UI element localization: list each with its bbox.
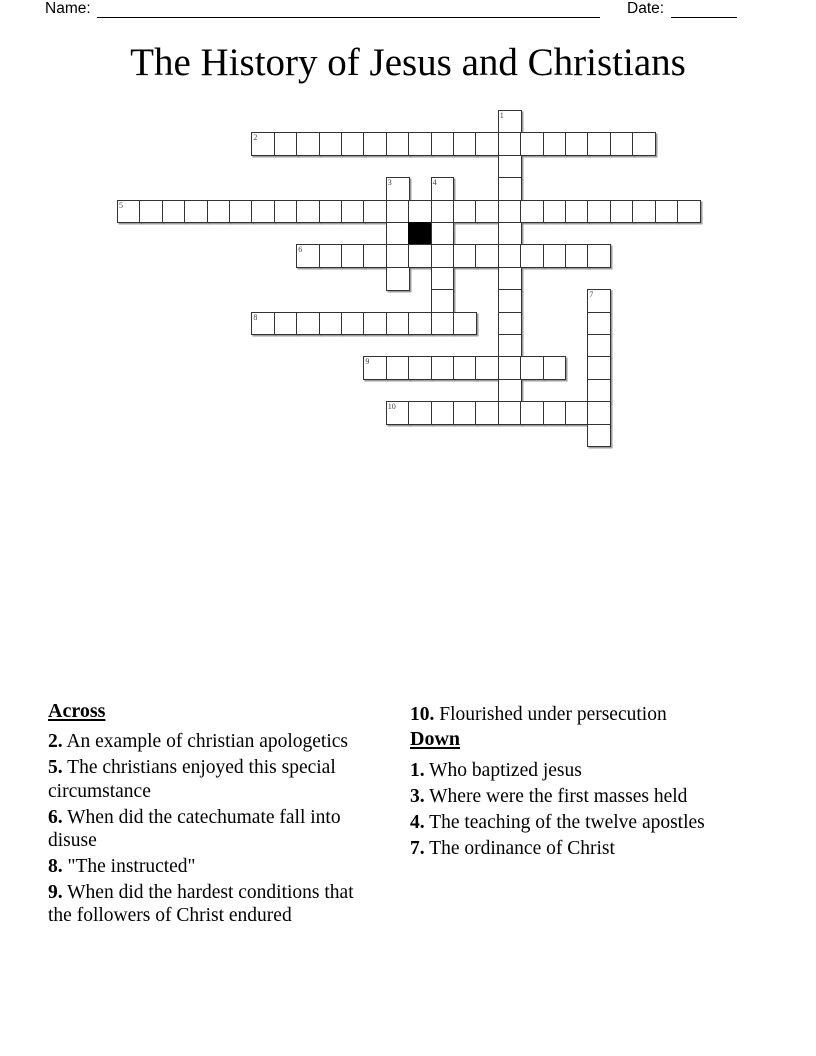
grid-cell[interactable] [162, 200, 186, 224]
grid-cell[interactable] [498, 401, 522, 425]
grid-cell[interactable] [363, 200, 387, 224]
grid-cell[interactable] [498, 155, 522, 179]
across-heading: Across [48, 700, 106, 722]
date-label: Date: [627, 0, 665, 17]
grid-cell[interactable] [386, 267, 410, 291]
grid-cell[interactable] [475, 244, 499, 268]
grid-cell[interactable] [587, 200, 611, 224]
grid-cell[interactable] [498, 177, 522, 201]
grid-cell[interactable] [431, 177, 455, 201]
clue-number: 6 [298, 245, 303, 255]
grid-cell[interactable] [431, 132, 455, 156]
grid-cell[interactable] [296, 132, 320, 156]
worksheet-title: The History of Jesus and Christians [130, 41, 686, 84]
date-line[interactable] [671, 0, 737, 18]
grid-cell[interactable] [408, 401, 432, 425]
grid-cell[interactable] [386, 132, 410, 156]
grid-cell[interactable] [431, 244, 455, 268]
grid-cell[interactable] [431, 222, 455, 246]
grid-cell[interactable] [274, 132, 298, 156]
grid-cell[interactable] [341, 312, 365, 336]
grid-cell[interactable] [565, 132, 589, 156]
clue-number: 1 [499, 111, 504, 120]
grid-cell[interactable] [543, 244, 567, 268]
grid-cell[interactable] [341, 200, 365, 224]
grid-cell[interactable] [543, 356, 567, 380]
grid-cell[interactable] [431, 289, 455, 313]
grid-cell[interactable] [251, 312, 275, 336]
down-heading: Down [410, 728, 461, 751]
grid-cell[interactable] [408, 356, 432, 380]
grid-cell[interactable] [543, 132, 567, 156]
grid-cell[interactable] [520, 200, 544, 224]
grid-cell[interactable] [498, 379, 522, 403]
grid-cell[interactable] [363, 244, 387, 268]
clue-number: 10 [387, 402, 396, 412]
grid-cell[interactable] [274, 200, 298, 224]
grid-cell[interactable] [386, 200, 410, 224]
grid-cell[interactable] [587, 132, 611, 156]
grid-cell[interactable] [565, 401, 589, 425]
grid-cell[interactable] [632, 200, 656, 224]
grid-cell[interactable] [431, 267, 455, 291]
grid-cell[interactable] [386, 222, 410, 246]
grid-cell[interactable] [251, 200, 275, 224]
grid-cell[interactable] [520, 244, 544, 268]
clue-number: 5 [119, 200, 123, 210]
grid-cell[interactable] [587, 401, 611, 425]
clue-across-6: 6. When did the catechumate fall into disuse [48, 806, 341, 852]
grid-cell[interactable] [386, 312, 410, 336]
grid-cell[interactable] [251, 132, 275, 156]
grid-cell[interactable] [610, 200, 634, 224]
grid-cell[interactable] [520, 356, 544, 380]
clue-down-3: 3. Where were the first masses held [410, 785, 688, 807]
grid-cell[interactable] [498, 200, 522, 224]
grid-cell[interactable] [431, 401, 455, 425]
grid-cell[interactable] [386, 401, 410, 425]
clue-down-1: 1. Who baptized jesus [410, 759, 582, 781]
grid-cell[interactable] [565, 244, 589, 268]
clue-across-8: 8. "The instructed" [48, 855, 196, 877]
grid-cell[interactable] [408, 244, 432, 268]
grid-cell[interactable] [319, 200, 343, 224]
clue-across-9: 9. When did the hardest conditions that the followers of Christ endured [48, 881, 354, 927]
grid-cell[interactable] [498, 267, 522, 291]
name-line[interactable] [97, 0, 600, 18]
grid-cell[interactable] [184, 200, 208, 224]
grid-cell[interactable] [431, 200, 455, 224]
grid-cell[interactable] [386, 177, 410, 201]
clue-number: 8 [253, 312, 258, 322]
grid-cell[interactable] [139, 200, 163, 224]
grid-cell[interactable] [587, 379, 611, 403]
grid-cell[interactable] [565, 200, 589, 224]
grid-cell[interactable] [498, 132, 522, 156]
name-label: Name: [45, 0, 91, 17]
grid-cell[interactable] [207, 200, 231, 224]
clue-number: 4 [432, 178, 437, 188]
grid-cell[interactable] [543, 200, 567, 224]
grid-cell[interactable] [453, 200, 477, 224]
grid-cell[interactable] [341, 132, 365, 156]
grid-cell[interactable] [498, 312, 522, 336]
grid-cell[interactable] [587, 244, 611, 268]
clue-down-4: 4. The teaching of the twelve apostles [410, 811, 705, 833]
grid-cell[interactable] [520, 401, 544, 425]
grid-cell[interactable] [117, 200, 141, 224]
grid-cell[interactable] [475, 132, 499, 156]
clue-across-2: 2. An example of christian apologetics [48, 731, 349, 753]
grid-cell[interactable] [587, 312, 611, 336]
grid-cell[interactable] [386, 356, 410, 380]
grid-cell[interactable] [498, 244, 522, 268]
grid-cell[interactable] [587, 424, 611, 448]
grid-cell[interactable] [498, 356, 522, 380]
grid-cell[interactable] [363, 312, 387, 336]
grid-cell[interactable] [431, 356, 455, 380]
grid-cell[interactable] [587, 334, 611, 358]
grid-cell[interactable] [475, 356, 499, 380]
clue-number: 3 [387, 178, 392, 188]
clue-number: 2 [253, 133, 258, 143]
grid-cell[interactable] [229, 200, 253, 224]
clue-number: 9 [365, 357, 370, 367]
grid-cell[interactable] [453, 244, 477, 268]
grid-cell[interactable] [498, 289, 522, 313]
grid-cell[interactable] [587, 356, 611, 380]
grid-cell[interactable] [319, 312, 343, 336]
grid-cell[interactable] [408, 200, 432, 224]
grid-cell[interactable] [498, 110, 522, 134]
grid-cell-black [408, 222, 432, 246]
grid-cell[interactable] [363, 132, 387, 156]
grid-cell[interactable] [386, 244, 410, 268]
grid-cell[interactable] [677, 200, 701, 224]
clue-number: 7 [589, 290, 594, 300]
grid-cell[interactable] [274, 312, 298, 336]
grid-cell[interactable] [296, 244, 320, 268]
grid-cell[interactable] [408, 132, 432, 156]
grid-cell[interactable] [520, 132, 544, 156]
grid-cell[interactable] [408, 312, 432, 336]
grid-cell[interactable] [655, 200, 679, 224]
grid-cell[interactable] [319, 244, 343, 268]
grid-cell[interactable] [587, 289, 611, 313]
grid-cell[interactable] [475, 200, 499, 224]
grid-cell[interactable] [296, 312, 320, 336]
grid-cell[interactable] [431, 312, 455, 336]
grid-cell[interactable] [632, 132, 656, 156]
grid-cell[interactable] [498, 334, 522, 358]
grid-cell[interactable] [296, 200, 320, 224]
clue-across-5: 5. The christians enjoyed this special circumstance [48, 757, 336, 802]
clues-left-column [48, 700, 382, 930]
grid-cell[interactable] [453, 132, 477, 156]
clues-right-column [410, 700, 728, 862]
clue-down-7: 7. The ordinance of Christ [410, 837, 615, 859]
grid-cell[interactable] [341, 244, 365, 268]
grid-cell[interactable] [363, 356, 387, 380]
grid-cell[interactable] [610, 132, 634, 156]
grid-cell[interactable] [475, 401, 499, 425]
clue-across-10: 10. Flourished under persecution [410, 703, 667, 725]
grid-cell[interactable] [543, 401, 567, 425]
grid-cell[interactable] [453, 401, 477, 425]
grid-cell[interactable] [319, 132, 343, 156]
grid-cell[interactable] [453, 312, 477, 336]
grid-cell[interactable] [453, 356, 477, 380]
grid-cell[interactable] [498, 222, 522, 246]
